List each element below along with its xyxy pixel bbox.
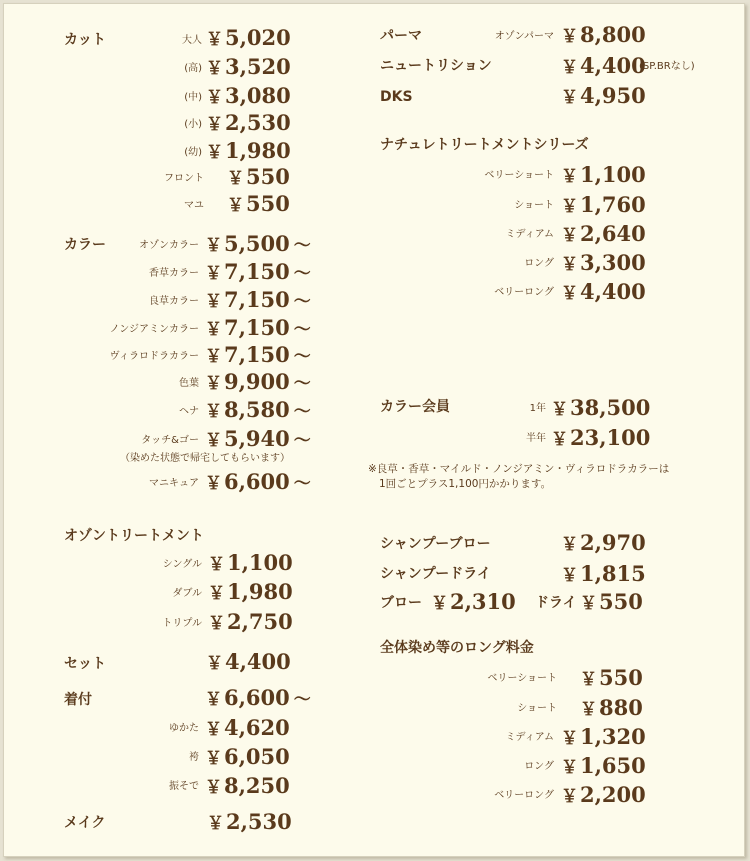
dry-price: ￥550 <box>580 589 643 614</box>
set-heading: セット <box>64 656 106 672</box>
natural-price-very-long: ￥4,400 <box>561 279 646 304</box>
color-price-iroha: ￥9,900 ～ <box>205 369 311 394</box>
color-price-kousou: ￥7,150 ～ <box>205 259 311 284</box>
natural-label-short: ショート <box>514 200 554 211</box>
blow-price: ￥2,310 <box>431 589 516 614</box>
kitsuke-label-hakama: 袴 <box>189 752 199 763</box>
natural-price-medium: ￥2,640 <box>561 221 646 246</box>
color-label-iroha: 色葉 <box>179 378 199 389</box>
cut-price-high: ￥3,520 <box>206 54 291 79</box>
perm-price-ozone: ￥8,800 <box>561 22 646 47</box>
color-label-kousou: 香草カラー <box>149 268 199 279</box>
natural-price-long: ￥3,300 <box>561 250 646 275</box>
shampoo-dry-heading: シャンプードライ <box>380 566 491 582</box>
color-price-manicure: ￥6,600 ～ <box>205 469 311 494</box>
color-label-henna: ヘナ <box>179 406 199 417</box>
kitsuke-label-yukata: ゆかた <box>169 723 199 734</box>
nutrition-note: (SP.BRなし) <box>639 61 695 72</box>
natural-label-very-long: ベリーロング <box>494 287 554 298</box>
color-label-ryousou: 良草カラー <box>149 296 199 307</box>
shampoo-blow-price: ￥2,970 <box>561 530 646 555</box>
member-price-one-year: ￥38,500 <box>551 395 651 420</box>
ozone-price-single: ￥1,100 <box>208 550 293 575</box>
color-touch-and-go-note: （染めた状態で帰宅してもらいます） <box>120 453 290 464</box>
cut-label-high: (高) <box>184 63 202 74</box>
kitsuke-price-hakama: ￥6,050 <box>205 744 290 769</box>
long-price-very-long: ￥2,200 <box>561 782 646 807</box>
member-note-line-1: ※良草・香草・マイルド・ノンジアミン・ヴィラロドラカラーは <box>368 463 670 475</box>
cut-price-infant: ￥1,980 <box>206 138 291 163</box>
long-label-very-long: ベリーロング <box>494 790 554 801</box>
cut-label-adult: 大人 <box>182 35 202 46</box>
nutrition-heading: ニュートリション <box>380 58 492 74</box>
dks-price: ￥4,950 <box>561 83 646 108</box>
ozone-label-double: ダブル <box>172 588 202 599</box>
cut-label-front: フロント <box>164 173 204 184</box>
makeup-price: ￥2,530 <box>207 809 292 834</box>
cut-price-eyebrow: ￥550 <box>227 191 290 216</box>
cut-price-front: ￥550 <box>227 164 290 189</box>
color-heading: カラー <box>64 237 106 253</box>
color-price-touch-and-go: ￥5,940 ～ <box>205 426 311 451</box>
color-price-ryousou: ￥7,150 ～ <box>205 287 311 312</box>
cut-label-infant: (幼) <box>184 147 202 158</box>
blow-heading: ブロー <box>380 595 422 611</box>
cut-label-elementary: (小) <box>184 119 202 130</box>
cut-price-adult: ￥5,020 <box>206 25 291 50</box>
color-label-non-diamine: ノンジアミンカラー <box>109 324 199 335</box>
member-price-half-year: ￥23,100 <box>551 425 651 450</box>
cut-label-middle: (中) <box>184 92 202 103</box>
shampoo-dry-price: ￥1,815 <box>561 561 646 586</box>
color-label-manicure: マニキュア <box>149 478 199 489</box>
long-price-medium: ￥1,320 <box>561 724 646 749</box>
kitsuke-label-furisode: 振そで <box>169 781 199 792</box>
natural-label-very-short: ベリーショート <box>484 170 554 181</box>
cut-heading: カット <box>64 32 106 48</box>
color-member-heading: カラー会員 <box>380 399 450 415</box>
ozone-treatment-heading: オゾントリートメント <box>64 528 204 544</box>
natural-price-short: ￥1,760 <box>561 192 646 217</box>
color-label-ozone: オゾンカラー <box>139 240 199 251</box>
long-price-very-short: ￥550 <box>580 665 643 690</box>
shampoo-blow-heading: シャンプーブロー <box>380 536 491 552</box>
long-label-long: ロング <box>524 761 554 772</box>
ozone-label-triple: トリプル <box>162 618 202 629</box>
natural-treatment-heading: ナチュレトリートメントシリーズ <box>380 137 589 153</box>
member-note-line-2: 1回ごとプラス1,100円かかります。 <box>379 478 552 490</box>
ozone-price-double: ￥1,980 <box>208 579 293 604</box>
kitsuke-heading: 着付 <box>64 692 92 708</box>
perm-label-ozone: オゾンパーマ <box>494 31 554 42</box>
dry-heading: ドライ <box>535 595 577 611</box>
nutrition-price: ￥4,400 <box>561 53 646 78</box>
ozone-price-triple: ￥2,750 <box>208 609 293 634</box>
kitsuke-price-yukata: ￥4,620 <box>205 715 290 740</box>
long-label-short: ショート <box>517 703 557 714</box>
color-price-ozone: ￥5,500 ～ <box>205 231 311 256</box>
long-price-short: ￥880 <box>580 695 643 720</box>
long-price-long: ￥1,650 <box>561 753 646 778</box>
color-price-non-diamine: ￥7,150 ～ <box>205 315 311 340</box>
color-label-villa-lodola: ヴィラロドラカラー <box>109 351 199 362</box>
long-label-very-short: ベリーショート <box>487 673 557 684</box>
color-price-villa-lodola: ￥7,150 ～ <box>205 342 311 367</box>
kitsuke-price-furisode: ￥8,250 <box>205 773 290 798</box>
long-charge-heading: 全体染め等のロング料金 <box>380 640 534 656</box>
natural-label-medium: ミディアム <box>505 229 554 240</box>
color-label-touch-and-go: タッチ&ゴー <box>141 435 199 446</box>
member-label-half-year: 半年 <box>526 433 546 444</box>
natural-label-long: ロング <box>524 258 554 269</box>
set-price: ￥4,400 <box>206 649 291 674</box>
dks-heading: DKS <box>380 89 413 105</box>
long-label-medium: ミディアム <box>505 732 554 743</box>
cut-label-eyebrow: マユ <box>184 200 204 211</box>
cut-price-elementary: ￥2,530 <box>206 110 291 135</box>
kitsuke-price: ￥6,600 ～ <box>205 685 311 710</box>
color-price-henna: ￥8,580 ～ <box>205 397 311 422</box>
ozone-label-single: シングル <box>162 559 202 570</box>
cut-price-middle: ￥3,080 <box>206 83 291 108</box>
perm-heading: パーマ <box>380 28 422 44</box>
natural-price-very-short: ￥1,100 <box>561 162 646 187</box>
member-label-one-year: 1年 <box>529 403 546 414</box>
makeup-heading: メイク <box>64 815 106 831</box>
